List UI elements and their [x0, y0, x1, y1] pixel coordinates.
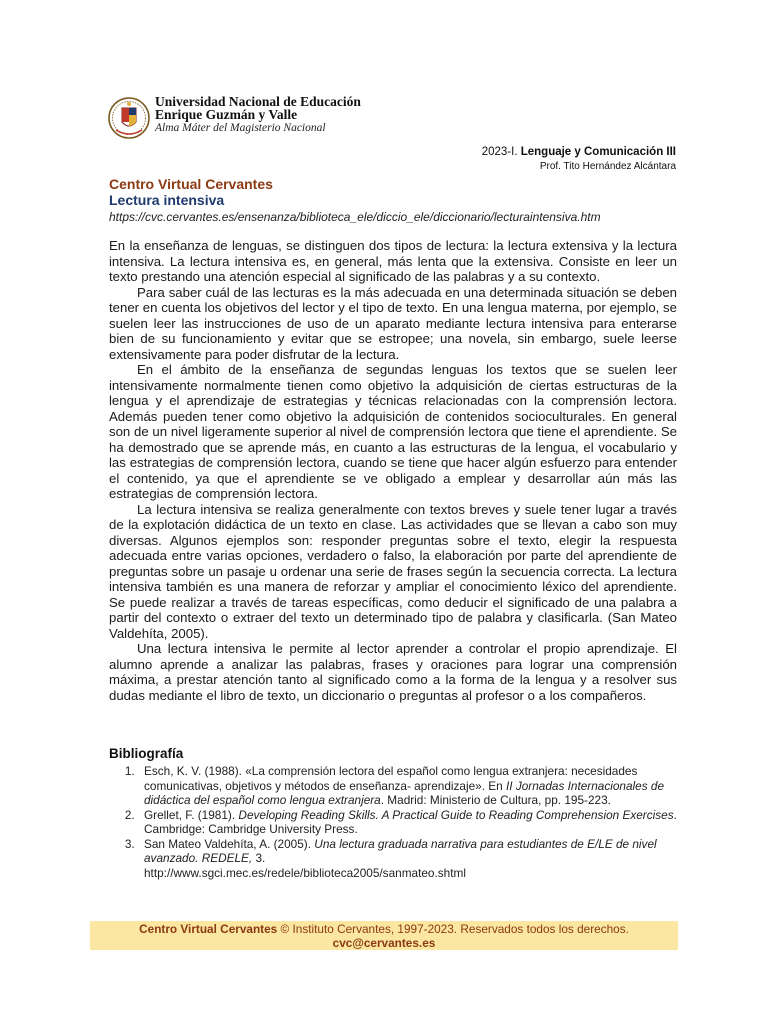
university-tagline: Alma Máter del Magisterio Nacional [155, 122, 326, 134]
footer-email[interactable]: cvc@cervantes.es [332, 936, 436, 950]
footer-banner [90, 921, 678, 950]
footer-text: © Instituto Cervantes, 1997-2023. Reservados todos los derechos. [277, 922, 629, 936]
ref-text: . Cambridge: Cambridge University Press. [144, 807, 677, 836]
footer-brand: Centro Virtual Cervantes [139, 922, 278, 936]
bibliography-item [138, 764, 677, 808]
bibliography-heading: Bibliografía [109, 746, 184, 761]
source-publisher: Centro Virtual Cervantes [109, 176, 273, 192]
ref-text: Grellet, F. (1981). [144, 807, 239, 822]
course-line [482, 145, 676, 160]
course-info [482, 145, 676, 174]
professor-name: Prof. Tito Hernández Alcántara [539, 161, 676, 172]
course-term: 2023-I. [481, 146, 521, 158]
ref-url[interactable]: http://www.sgci.mec.es/redele/biblioteca2005/sanmateo.shtml [144, 865, 466, 880]
bibliography [109, 746, 677, 880]
document-title: Lectura intensiva [109, 192, 225, 208]
bibliography-item [138, 808, 677, 837]
ref-text: Esch, K. V. (1988). «La comprensión lectora del español como lengua extranjera: necesidades comunicativas, objetivos y métodos de enseñanza- aprendizaje». En [144, 764, 638, 793]
ref-text: . Madrid: Ministerio de Cultura, pp. 195-223. [380, 793, 611, 807]
course-name: Lenguaje y Comunicación III [520, 146, 676, 158]
bibliography-item [138, 837, 677, 881]
ref-title: II Jornadas Internacionales de didáctica del español como lengua extranjera [144, 778, 665, 807]
paragraph: En la enseñanza de lenguas, se distinguen dos tipos de lectura: la lectura extensiva y la lectura intensiva. La lectura intensiva es, en general, más lenta que la extensiva. Consiste en leer un texto prestando una atención especial al significado de las palabras y a su contexto. [109, 238, 677, 284]
ref-text: San Mateo Valdehíta, A. (2005). [144, 836, 315, 851]
source-url[interactable]: https://cvc.cervantes.es/ensenanza/biblioteca_ele/diccio_ele/diccionario/lecturaintensiva.htm [109, 210, 601, 224]
paragraph: Una lectura intensiva le permite al lector aprender a controlar el propio aprendizaje. El alumno aprende a analizar las palabras, frases y oraciones para lograr una comprensión máxima, a prestar atención tanto al significado como a la forma de la lengua y a resolver sus dudas mediante el libro de texto, un diccionario o preguntas al profesor o a los compañeros. [109, 641, 677, 703]
paragraph: En el ámbito de la enseñanza de segundas lenguas los textos que se suelen leer intensivamente normalmente tienen como objetivo la adquisición de ciertas estructuras de la lengua y el aprendizaje de estrategias y técnicas relacionadas con la comprensión lectora. Además pueden tener como objetivo la adquisición de contenidos socioculturales. En general son de un nivel ligeramente superior al nivel de comprensión lectora que tiene el aprendiente. Se ha demostrado que se aprende más, en cuanto a las estructuras de la lengua, el vocabulario y las estrategias de comprensión lectora, cuando se tiene que hacer algún esfuerzo para entender el contenido, ya que el aprendiente se ve obligado a emplear y desarrollar aún más las estrategias de comprensión lectora. [109, 362, 677, 501]
source-block [109, 176, 601, 225]
ref-title: Developing Reading Skills. A Practical Guide to Reading Comprehension Exercises [238, 807, 674, 822]
body-text [109, 238, 677, 703]
university-seal-icon [108, 94, 150, 142]
paragraph: Para saber cuál de las lecturas es la más adecuada en una determinada situación se deben tener en cuenta los objetivos del lector y el tipo de texto. En una lengua materna, por ejemplo, se suelen leer las instrucciones de uso de un aparato mediante lectura intensiva para enterarse bien de su funcionamiento y evitar que se estropee; una novela, sin embargo, suele leerse extensivamente para poder disfrutar de la lectura. [109, 284, 677, 362]
paragraph: La lectura intensiva se realiza generalmente con textos breves y suele tener lugar a través de la explotación didáctica de un texto en clase. Las actividades que se llevan a cabo son muy diversas. Algunos ejemplos son: responder preguntas sobre el texto, elegir la respuesta adecuada entre varias opciones, verdadero o falso, la elaboración por parte del aprendiente de preguntas sobre un pasaje u ordenar una serie de frases según la secuencia correcta. La lectura intensiva también es una manera de reforzar y ampliar el conocimiento léxico del aprendiente. Se puede realizar a través de tareas específicas, como deducir el significado de una palabra a partir del contexto o extraer del texto un determinado tipo de palabra y clasificarla. (San Mateo Valdehíta, 2005). [109, 501, 677, 641]
ref-title: Una lectura graduada narrativa para estudiantes de E/LE de nivel avanzado. REDELE, [144, 836, 657, 865]
university-name-line2: Enrique Guzmán y Valle [155, 107, 298, 122]
university-letterhead [155, 95, 361, 135]
bibliography-list [109, 764, 677, 880]
university-name-line1: Universidad Nacional de Educación [155, 94, 361, 109]
ref-text: 3. [252, 851, 266, 865]
